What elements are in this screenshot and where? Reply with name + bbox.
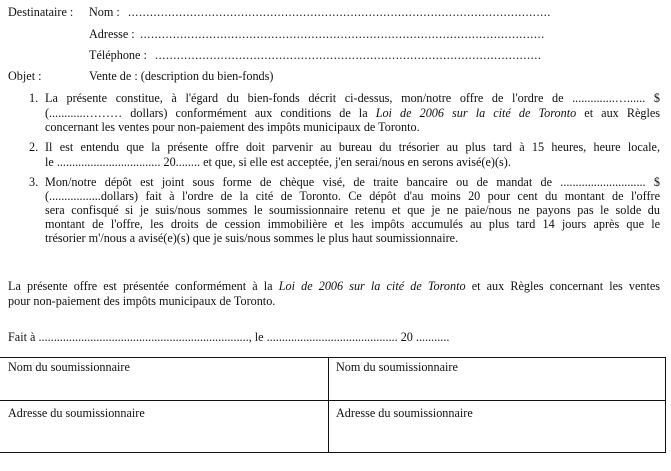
telephone-label: Téléphone : <box>89 48 147 62</box>
clause-3-number: 3. <box>29 175 39 189</box>
clause-2-number: 2. <box>29 140 39 154</box>
clause-2-line-2: le .................................. 20........ et que, si elle est acceptée, j'en serai/nous en serons avisé(e)(s). <box>45 155 511 169</box>
clause-3-line-5: trésorier m'/nous a avisé(e)(s) que je suis/nous sommes le plus haut soumissionnaire. <box>45 231 459 245</box>
clause-3-line-3: sera confisqué si je suis/nous sommes le soumissionnaire retenu et que je ne paie/nous ne payons pas le solde du <box>45 203 660 217</box>
nom-soumissionnaire-left[interactable]: Nom du soumissionnaire <box>8 360 130 374</box>
objet-label: Objet : <box>8 69 42 83</box>
clause-1-line-3: concernant les ventes pour non-paiement des impôts municipaux de Toronto. <box>45 120 420 134</box>
adresse-soumissionnaire-right[interactable]: Adresse du soumissionnaire <box>336 406 473 420</box>
clause-1-line-2: (............……… dollars) conformément aux conditions de la Loi de 2006 sur la cité de Toronto et aux Règles <box>45 106 660 120</box>
clause-3-line-2: (.................dollars) fait à l'ordre de la cité de Toronto. Ce dépôt d'au moins 20 pour cent du montant de l'offre <box>45 189 660 203</box>
table-top-border <box>0 357 666 358</box>
objet-text: Vente de : (description du bien-fonds) <box>89 69 274 83</box>
adresse-soumissionnaire-left[interactable]: Adresse du soumissionnaire <box>8 406 145 420</box>
clause-1-line-1: La présente constitue, à l'égard du bien-fonds décrit ci-dessus, mon/notre offre de l'ordre de ..............…...... $ <box>45 91 660 105</box>
table-center-divider <box>328 357 329 453</box>
adresse-field[interactable]: ............................................................................................................... <box>140 27 545 41</box>
destinataire-label: Destinataire : <box>8 5 74 19</box>
statement-line-1: La présente offre est présentée conformément à la Loi de 2006 sur la cité de Toronto et aux Règles concernant les ventes <box>8 279 660 293</box>
clause-2-line-1: Il est entendu que la présente offre doit parvenir au bureau du trésorier au plus tard à 15 heures, heure locale, <box>45 140 660 154</box>
telephone-field[interactable]: .......................................................................................................... <box>155 48 542 62</box>
nom-soumissionnaire-right[interactable]: Nom du soumissionnaire <box>336 360 458 374</box>
table-bottom-border <box>0 452 666 453</box>
table-right-border <box>665 357 666 453</box>
clause-3-line-1: Mon/notre dépôt est joint sous forme de chèque visé, de traite bancaire ou de mandat de ............................ $ <box>45 175 660 189</box>
nom-field[interactable]: .................................................................................................................... <box>128 5 552 19</box>
adresse-label: Adresse : <box>89 27 135 41</box>
table-middle-border <box>0 400 666 401</box>
statement-line-2: pour non-paiement des impôts municipaux de Toronto. <box>8 294 276 308</box>
fait-a-line[interactable]: Fait à ....................................................................., le ........................................... 20 ........... <box>8 330 450 344</box>
nom-label: Nom : <box>89 5 120 19</box>
clause-3-line-4: montant de l'offre, les droits de cession immobilière et les impôts accumulés au plus tard 14 jours après que le <box>45 217 660 231</box>
clause-1-number: 1. <box>29 91 39 105</box>
